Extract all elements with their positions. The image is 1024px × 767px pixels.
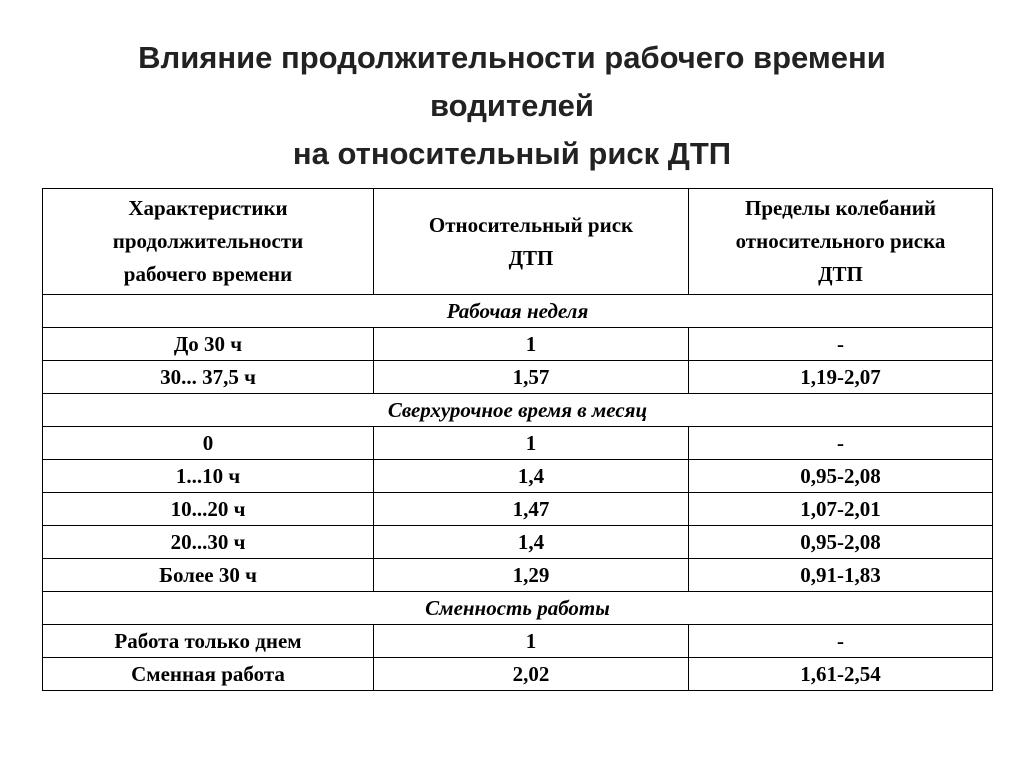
row-label: Более 30 ч	[43, 559, 374, 592]
section-row	[43, 295, 993, 328]
row-label: 0	[43, 427, 374, 460]
row-risk: 1,29	[374, 559, 689, 592]
header-characteristics: Характеристики продолжительности рабочего времени	[43, 189, 374, 295]
row-label: 10...20 ч	[43, 493, 374, 526]
title-line-2: водителей	[430, 88, 594, 123]
table-row	[43, 493, 993, 526]
title-line-1: Влияние продолжительности рабочего времени	[138, 40, 886, 75]
row-risk: 1,4	[374, 460, 689, 493]
header-risk-range: Пределы колебаний относительного риска ДТП	[689, 189, 993, 295]
section-title: Сменность работы	[43, 592, 993, 625]
row-risk: 1	[374, 328, 689, 361]
row-range: -	[689, 625, 993, 658]
row-risk: 1,4	[374, 526, 689, 559]
row-range: 1,19-2,07	[689, 361, 993, 394]
section-row	[43, 394, 993, 427]
section-title: Рабочая неделя	[43, 295, 993, 328]
row-label: 30... 37,5 ч	[43, 361, 374, 394]
table-row	[43, 328, 993, 361]
row-label: 1...10 ч	[43, 460, 374, 493]
row-risk: 1,57	[374, 361, 689, 394]
row-range: -	[689, 427, 993, 460]
row-range: 0,95-2,08	[689, 526, 993, 559]
row-range: 0,95-2,08	[689, 460, 993, 493]
row-label: До 30 ч	[43, 328, 374, 361]
row-risk: 1	[374, 427, 689, 460]
section-row	[43, 592, 993, 625]
table-row	[43, 526, 993, 559]
table-row	[43, 625, 993, 658]
risk-table	[42, 188, 993, 691]
row-label: 20...30 ч	[43, 526, 374, 559]
row-range: 1,61-2,54	[689, 658, 993, 691]
row-label: Сменная работа	[43, 658, 374, 691]
table-row	[43, 559, 993, 592]
row-risk: 1,47	[374, 493, 689, 526]
title-line-3: на относительный риск ДТП	[292, 136, 732, 171]
row-range: 0,91-1,83	[689, 559, 993, 592]
table-row	[43, 361, 993, 394]
table-row	[43, 427, 993, 460]
section-title: Сверхурочное время в месяц	[43, 394, 993, 427]
row-label: Работа только днем	[43, 625, 374, 658]
row-risk: 1	[374, 625, 689, 658]
table-row	[43, 460, 993, 493]
table-body	[43, 295, 993, 691]
table-row	[43, 658, 993, 691]
row-range: 1,07-2,01	[689, 493, 993, 526]
header-relative-risk: Относительный риск ДТП	[374, 189, 689, 295]
table-header-row	[43, 189, 993, 295]
row-risk: 2,02	[374, 658, 689, 691]
row-range: -	[689, 328, 993, 361]
slide-title	[40, 34, 984, 178]
